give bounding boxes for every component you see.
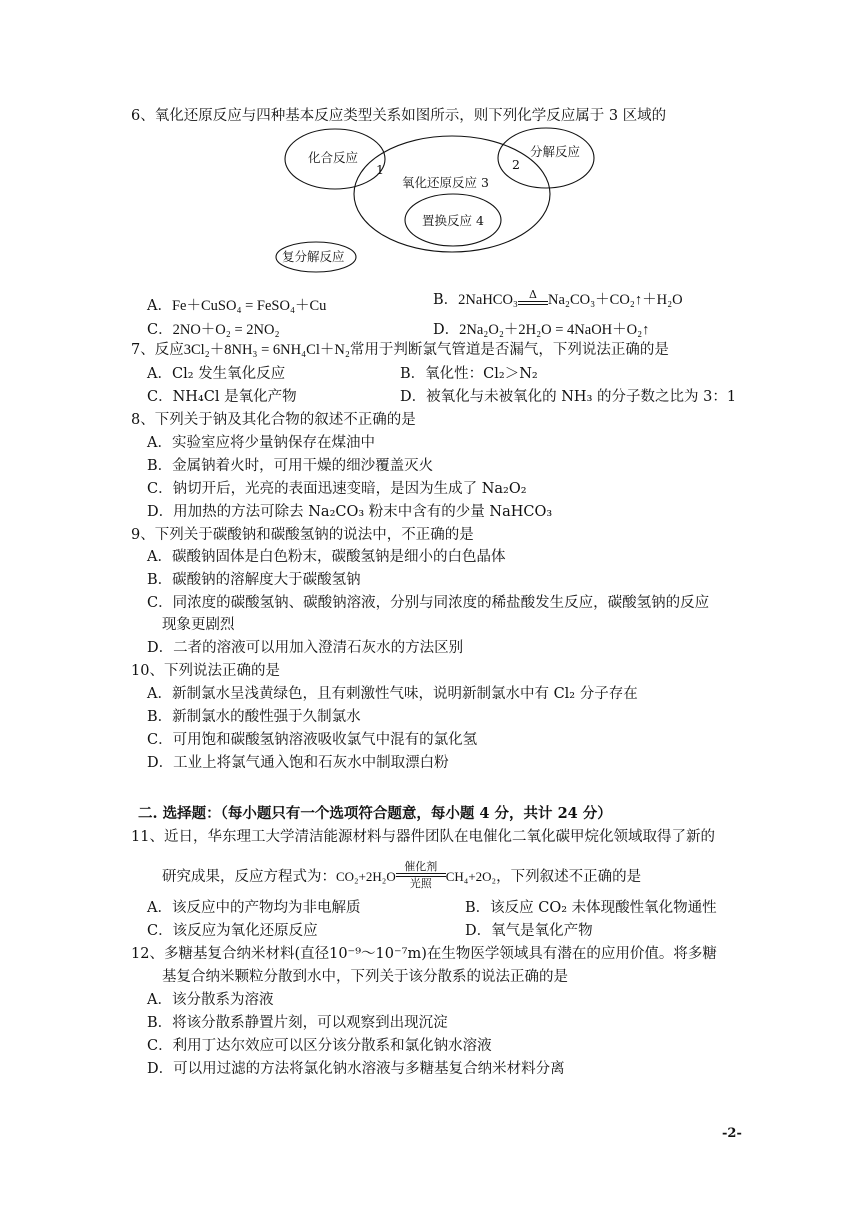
q9-stem: 9、下列关于碳酸钠和碳酸氢钠的说法中，不正确的是	[131, 527, 474, 543]
section-2-title: 二. 选择题：（每小题只有一个选项符合题意，每小题 4 分，共计 24 分）	[138, 805, 612, 822]
q10-option-b: B．新制氯水的酸性强于久制氯水	[147, 709, 361, 725]
q7-option-c: C．NH₄Cl 是氧化产物	[147, 389, 297, 405]
q10-option-a: A．新制氯水呈浅黄绿色，且有刺激性气味，说明新制氯水中有 Cl₂ 分子存在	[147, 686, 638, 702]
label-combination: 化合反应	[308, 150, 359, 165]
q10-stem: 10、下列说法正确的是	[131, 663, 280, 679]
q10-option-c: C．可用饱和碳酸氢钠溶液吸收氯气中混有的氯化氢	[147, 732, 478, 748]
q11-stem: 11、近日，华东理工大学清洁能源材料与器件团队在电催化二氧化碳甲烷化领域取得了新的	[131, 829, 715, 845]
q7-stem: 7、反应3Cl₂＋8NH₃ = 6NH₄Cl＋N₂常用于判断氯气管道是否漏气，下列说法正确的是	[131, 342, 669, 358]
q8-option-c: C．钠切开后，光亮的表面迅速变暗，是因为生成了 Na₂O₂	[147, 481, 527, 497]
q12-option-b: B．将该分散系静置片刻，可以观察到出现沉淀	[147, 1015, 448, 1031]
q7-option-b: B．氧化性：Cl₂＞N₂	[400, 366, 538, 382]
q12-stem: 12、多糖基复合纳米材料(直径10⁻⁹～10⁻⁷m)在生物医学领域具有潜在的应用价值。将多糖	[131, 946, 717, 962]
q9-option-b: B．碳酸钠的溶解度大于碳酸氢钠	[147, 572, 361, 588]
q6-option-a: A．Fe＋CuSO₄ = FeSO₄＋Cu	[147, 298, 327, 314]
q9-option-d: D．二者的溶液可以用加入澄清石灰水的方法区别	[147, 640, 464, 656]
q11-option-b: B．该反应 CO₂ 未体现酸性氧化物通性	[465, 900, 717, 916]
q11-option-c: C．该反应为氧化还原反应	[147, 923, 318, 939]
reaction-type-diagram	[270, 126, 620, 276]
q6-option-c: C．2NO＋O₂ = 2NO₂	[147, 322, 280, 338]
q12-option-a: A．该分散系为溶液	[147, 992, 274, 1008]
label-replacement: 置换反应 4	[422, 213, 484, 228]
q8-stem: 8、下列关于钠及其化合物的叙述不正确的是	[131, 412, 416, 428]
q8-option-a: A．实验室应将少量钠保存在煤油中	[147, 435, 375, 451]
q8-option-d: D．用加热的方法可除去 Na₂CO₃ 粉末中含有的少量 NaHCO₃	[147, 504, 553, 520]
q12-option-d: D．可以用过滤的方法将氯化钠水溶液与多糖基复合纳米材料分离	[147, 1061, 565, 1077]
q10-option-d: D．工业上将氯气通入饱和石灰水中制取漂白粉	[147, 755, 449, 771]
page-number: -2-	[722, 1126, 742, 1141]
q6-option-b: B．2NaHCO₃ Δ Na₂CO₃＋CO₂↑＋H₂O	[433, 287, 683, 308]
label-redox: 氧化还原反应 3	[402, 175, 489, 190]
q12-option-c: C．利用丁达尔效应可以区分该分散系和氯化钠水溶液	[147, 1038, 492, 1054]
q11-option-a: A．该反应中的产物均为非电解质	[147, 900, 361, 916]
label-double-decomp: 复分解反应	[282, 249, 345, 264]
label-region-1: 1	[376, 162, 384, 177]
q7-option-d: D．被氧化与未被氧化的 NH₃ 的分子数之比为 3：1	[400, 389, 737, 405]
label-region-2: 2	[512, 157, 520, 172]
label-decomposition: 分解反应	[530, 144, 581, 159]
q9-option-c-cont: 现象更剧烈	[162, 617, 235, 633]
q11-option-d: D．氧气是氧化产物	[465, 923, 593, 939]
q7-option-a: A．Cl₂ 发生氧化反应	[147, 366, 286, 382]
q9-option-c: C．同浓度的碳酸氢钠、碳酸钠溶液，分别与同浓度的稀盐酸发生反应，碳酸氢钠的反应	[147, 595, 710, 611]
q6-stem: 6、氧化还原反应与四种基本反应类型关系如图所示，则下列化学反应属于 3 区域的	[131, 108, 667, 124]
q6-option-d: D．2Na₂O₂＋2H₂O = 4NaOH＋O₂↑	[433, 322, 650, 338]
q11-stem-cont: 研究成果，反应方程式为：CO₂+2H₂O 催化剂 光照 CH₄+2O₂，下列叙述不正确的是	[162, 860, 642, 890]
q8-option-b: B．金属钠着火时，可用干燥的细沙覆盖灭火	[147, 458, 434, 474]
q12-stem-cont: 基复合纳米颗粒分散到水中，下列关于该分散系的说法正确的是	[162, 969, 568, 985]
q9-option-a: A．碳酸钠固体是白色粉末，碳酸氢钠是细小的白色晶体	[147, 549, 506, 565]
